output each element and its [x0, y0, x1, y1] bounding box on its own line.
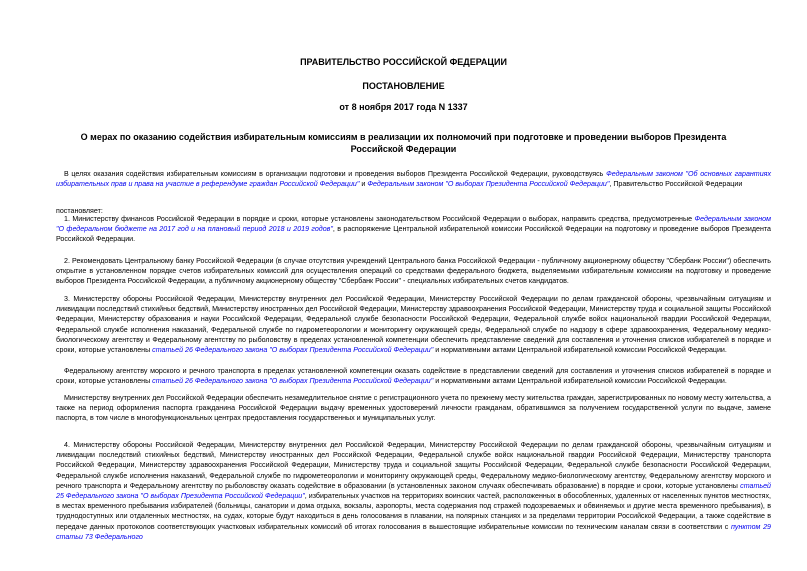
- item-3b-text-2: и нормативными актами Центральной избирательной комиссии Российской Федерации.: [433, 377, 727, 386]
- item-3-paragraph: [56, 294, 771, 355]
- item-1-paragraph: [56, 214, 771, 245]
- link-article-73[interactable]: пунктом 29 статьи 73 Федерального: [56, 522, 771, 541]
- link-law-guarantees[interactable]: Федеральным законом "Об основных гарантиях избирательных прав и права на участие в референдуме граждан Российской Федерации": [56, 170, 771, 189]
- preamble-paragraph: [56, 169, 771, 189]
- item-1-text-1: 1. Министерству финансов Российской Федерации в порядке и сроки, которые установлены законодательством Российской Федерации о выборах, направить средства, предусмотренные: [64, 215, 695, 223]
- item-3c-paragraph: [56, 393, 771, 424]
- item-4-paragraph: [56, 440, 771, 542]
- doc-type-heading: ПОСТАНОВЛЕНИЕ: [362, 81, 445, 91]
- item-2-paragraph: [56, 256, 771, 287]
- item-4-text-1: 4. Министерству обороны Российской Федерации, Министерству внутренних дел Российской Федерации, Министерству Российской Федерации по делам гражданской обороны, чрезвычайным ситуациям и ликвидации последствий стихийных бедствий, Министерству иностранных дел Российской Федерации, Федеральной службе войск национальной гвардии Российской Федерации, Министерству транспорта Российской Федерации, Министерству здравоохранения Российской Федерации, Министерству труда и социальной защиты Российской Федерации, Федеральной службе безопасности Российской Федерации, Федеральной службе исполнения наказаний, Федеральной службе по гидрометеорологии и мониторингу окружающей среды, Федеральному медико-биологическому агентству, Федеральному агентству морского и речного транспорта и Федеральному агентству по рыболовству оказать содействие в образовании (в установленных законом случаях обеспечивать образование) в порядке и сроки, которые установлены: [56, 441, 771, 490]
- item-1-text-2: , в распоряжение Центральной избирательной комиссии Российской Федерации на подготовку и проведение выборов Президента Российской Федерации.: [56, 225, 771, 244]
- government-heading: ПРАВИТЕЛЬСТВО РОССИЙСКОЙ ФЕДЕРАЦИИ: [300, 57, 507, 67]
- decides-paragraph: постановляет:: [56, 207, 103, 215]
- link-article-25[interactable]: статьей 25 Федерального закона "О выборах Президента Российской Федерации": [56, 481, 771, 501]
- preamble-text-3: , Правительство Российской Федерации: [609, 180, 743, 189]
- link-article-26[interactable]: статьей 26 Федерального закона "О выборах Президента Российской Федерации": [152, 346, 434, 355]
- link-law-president-elections[interactable]: Федеральным законом "О выборах Президента Российской Федерации": [367, 180, 610, 189]
- item-2-text: 2. Рекомендовать Центральному банку Российской Федерации (в случае отсутствия учреждений Центрального банка Российской Федерации - публичному акционерному обществу "Сбербанк России") обеспечить открытие в установленном порядке счетов избирательных комиссий для осуществления операций со средствами федерального бюджета, выделяемыми избирательным комиссиям на подготовку и проведение выборов Президента Российской Федерации, а публичному акционерному обществу "Сбербанк России" - специальных избирательных счетов кандидатов.: [56, 257, 771, 286]
- link-article-26-b[interactable]: статьей 26 Федерального закона "О выборах Президента Российской Федерации": [152, 377, 434, 386]
- preamble-text-2: и: [359, 180, 368, 189]
- preamble-text-1: В целях оказания содействия избирательным комиссиям в организации подготовки и проведения выборов Президента Российской Федерации, руководствуясь: [64, 170, 607, 178]
- item-3c-text: Министерству внутренних дел Российской Федерации обеспечить незамедлительное снятие с регистрационного учета по прежнему месту жительства граждан, зарегистрированных по новому месту жительства, а также на период оформления паспорта гражданина Российской Федерации выдачу временных удостоверений личности гражданам, обратившимся за получением государственной услуги по выдаче, замене паспорта, в том числе в многофункциональных центрах предоставления государственных и муниципальных услуг.: [56, 394, 771, 423]
- item-4-text-2: , избирательных участков на территориях воинских частей, расположенных в обособленных, удаленных от населенных пунктов местностях, в местах временного пребывания избирателей (больницы, санатории и дома отдыха, вокзалы, аэропорты, места содержания под стражей подозреваемых и обвиняемых и другие места временного пребывания), в труднодоступных или отдаленных местностях, на судах, которые будут находиться в день голосования в плавании, на полярных станциях и за пределами территории Российской Федерации, а также содействие в передаче данных протоколов соответствующих участковых избирательных комиссий об итогах голосования в вышестоящие избирательные комиссии по техническим каналам связи в соответствии с: [56, 492, 771, 531]
- item-3-text-2: и нормативными актами Центральной избирательной комиссии Российской Федерации.: [433, 346, 727, 355]
- item-3b-paragraph: [56, 366, 771, 386]
- link-law-budget[interactable]: Федеральным законом "О федеральном бюджете на 2017 год и на плановый период 2018 и 2019 годов": [56, 215, 771, 234]
- item-3-text-1: 3. Министерству обороны Российской Федерации, Министерству внутренних дел Российской Федерации, Министерству Российской Федерации по делам гражданской обороны, чрезвычайным ситуациям и ликвидации последствий стихийных бедствий, Министерству иностранных дел Российской Федерации, Министерству здравоохранения Российской Федерации, Министерству труда и социальной защиты Российской Федерации, Министерству образования и науки Российской Федерации, Федеральной службе безопасности Российской Федерации, Федеральной службе войск национальной гвардии Российской Федерации, Федеральной службе исполнения наказаний, Федеральной службе по гидрометеорологии и мониторингу окружающей среды, Федеральной службе по надзору в сфере здравоохранения, Федеральному медико-биологическому агентству и Федеральному агентству по рыболовству в пределах установленной компетенции обеспечить представление сведений для составления и уточнения списков избирателей в порядке и сроки, которые установлены: [56, 295, 771, 355]
- date-number-heading: от 8 ноября 2017 года N 1337: [339, 102, 468, 112]
- document-title: О мерах по оказанию содействия избирательным комиссиям в реализации их полномочий при подготовке и проведении выборов Президента Российской Федерации: [80, 132, 727, 154]
- item-3b-text-1: Федеральному агентству морского и речного транспорта в пределах установленной компетенции оказать содействие в представлении сведений для составления и уточнения списков избирателей в порядке и сроки, которые установлены: [56, 367, 771, 386]
